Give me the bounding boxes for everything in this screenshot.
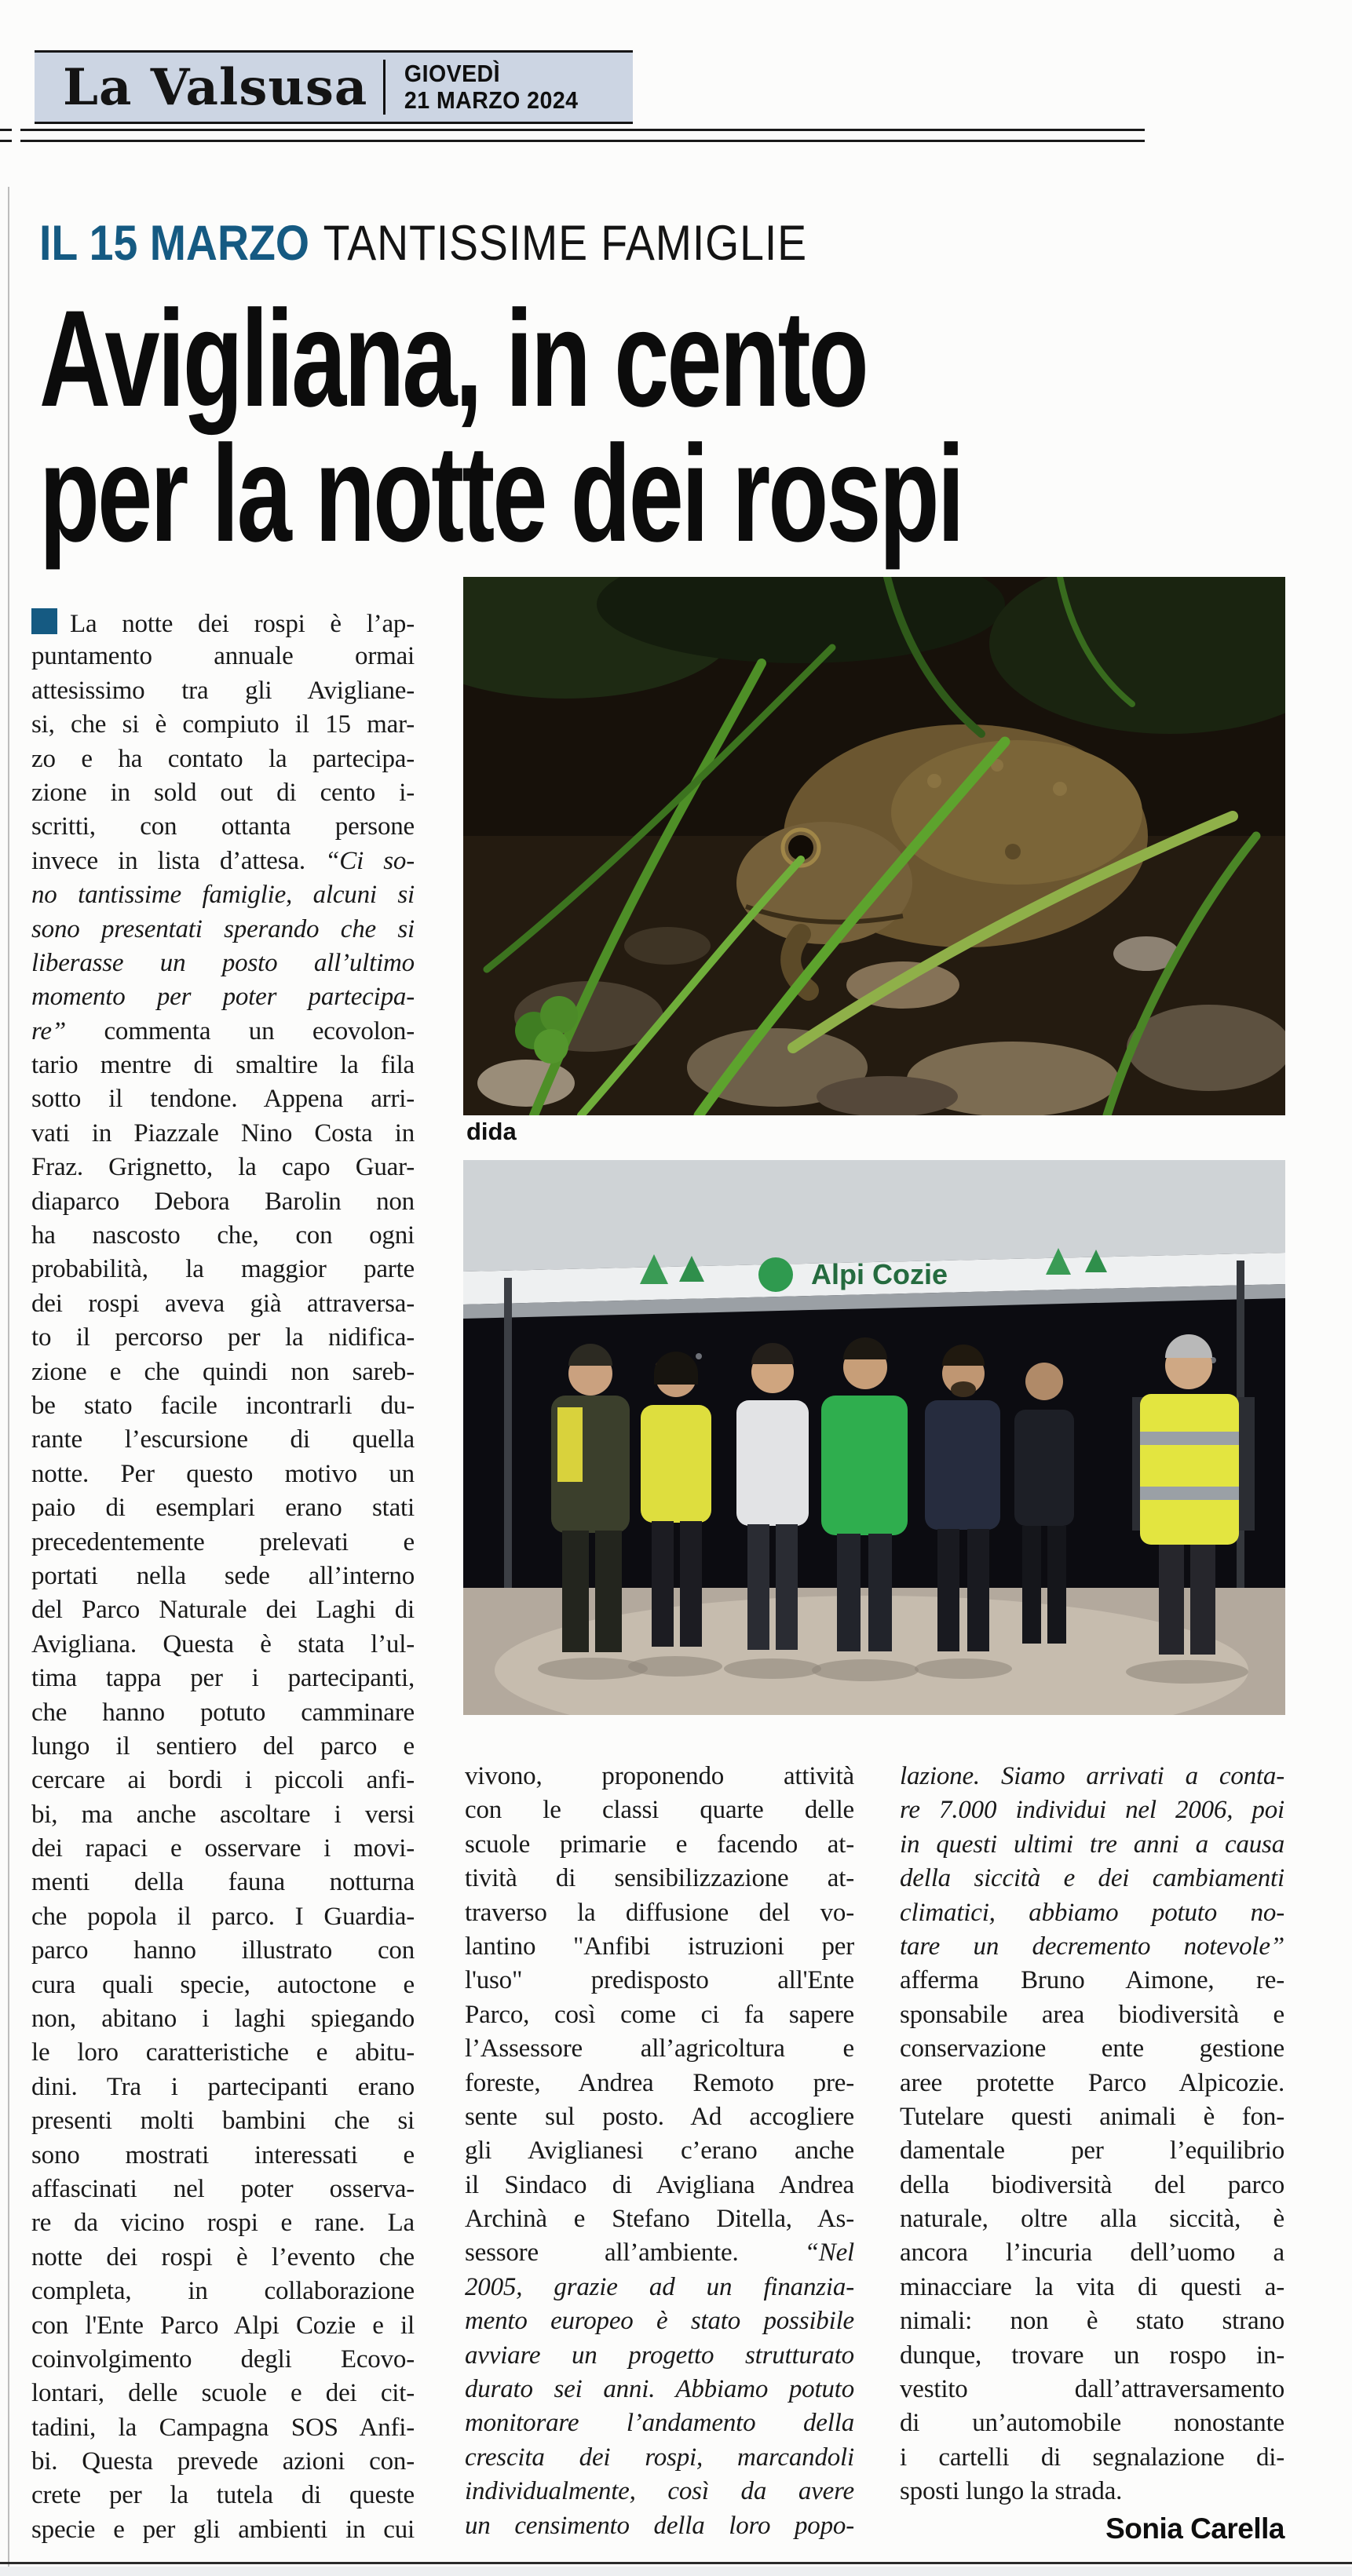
article-text-line: traverso la diffusione del vo-: [465, 1898, 854, 1927]
article-text-line: ancora l’incuria dell’uomo a: [900, 2238, 1284, 2268]
article-text-line: della biodiversità del parco: [900, 2170, 1284, 2199]
article-text-line: invece in lista d’attesa. “Ci so-: [31, 846, 415, 875]
article-text-line: il Sindaco di Avigliana Andrea: [465, 2170, 854, 2199]
article-text-line: 2005, grazie ad un finanzia-: [465, 2272, 854, 2301]
article-text-line: della siccità e dei cambiamenti: [900, 1864, 1284, 1893]
headline-line-2: per la notte dei rospi: [39, 418, 963, 571]
article-text-line: vestito dall’attraversamento: [900, 2375, 1284, 2404]
article-text-line: rante l’escursione di quella: [31, 1425, 415, 1454]
article-text-line: re” commenta un ecovolon-: [31, 1016, 415, 1045]
article-text-line: attesissimo tra gli Avigliane-: [31, 676, 415, 705]
article-text-line: del Parco Naturale dei Laghi di: [31, 1596, 415, 1625]
article-text-line: lantino "Anfibi istruzioni per: [465, 1932, 854, 1961]
article-text-line: specie e per gli ambienti in cui: [31, 2515, 415, 2544]
article-text-line: monitorare l’andamento della: [465, 2409, 854, 2438]
article-text-line: ha nascosto che, con ogni: [31, 1221, 415, 1250]
article-text-line: lazione. Siamo arrivati a conta-: [900, 1762, 1284, 1790]
article-text-line: non, abitano i laghi spiegando: [31, 2005, 415, 2034]
article-text-line: afferma Bruno Aimone, re-: [900, 1966, 1284, 1995]
article-text-line: no tantissime famiglie, alcuni si: [31, 881, 415, 910]
article-text-line: tare un decremento notevole”: [900, 1932, 1284, 1961]
article-text-line: crete per la tutela di queste: [31, 2481, 415, 2510]
article-text-line: Archinà e Stefano Ditella, As-: [465, 2205, 854, 2234]
article-text-line: dini. Tra i partecipanti erano: [31, 2072, 415, 2101]
article-text-line: conservazione ente gestione: [900, 2034, 1284, 2063]
article-text-line: Tutelare questi animali è fon-: [900, 2102, 1284, 2131]
article-text-line: tario mentre di smaltire la fila: [31, 1051, 415, 1080]
article-text-line: notte dei rospi è l’evento che: [31, 2242, 415, 2271]
article-text-line: sessore all’ambiente. “Nel: [465, 2238, 854, 2268]
byline: Sonia Carella: [1105, 2512, 1284, 2545]
kicker: [39, 217, 807, 270]
headline-line-1: Avigliana, in cento: [39, 283, 867, 436]
article-text-line: Parco, così come ci fa sapere: [465, 2000, 854, 2029]
article-text-line: momento per poter partecipa-: [31, 983, 415, 1012]
article-text-line: sotto il tendone. Appena arri-: [31, 1085, 415, 1114]
article-text-line: probabilità, la maggior parte: [31, 1255, 415, 1284]
article-text-line: con l'Ente Parco Alpi Cozie e il: [31, 2311, 415, 2340]
article-text-line: i cartelli di segnalazione di-: [900, 2443, 1284, 2472]
article-text-line: individualmente, così da avere: [465, 2477, 854, 2506]
issue-date: [386, 60, 578, 114]
article-text-line: re 7.000 individui nel 2006, poi: [900, 1796, 1284, 1825]
photo-caption: dida: [466, 1118, 517, 1145]
group-volunteers-photo: [463, 1160, 1285, 1715]
article-text-line: completa, in collaborazione: [31, 2277, 415, 2306]
article-text-line: l’Assessore all’agricoltura e: [465, 2034, 854, 2063]
article-text-line: lungo il sentiero del parco e: [31, 1731, 415, 1761]
article-bottom-rule: [0, 2562, 1352, 2564]
article-text-line: con le classi quarte delle: [465, 1796, 854, 1825]
article-text-line: si, che si è compiuto il 15 mar-: [31, 710, 415, 739]
article-text-line: le loro caratteristiche e abitu-: [31, 2038, 415, 2067]
article-text-line: liberasse un posto all’ultimo: [31, 948, 415, 977]
article-text-line: cercare ai bordi i piccoli anfi-: [31, 1766, 415, 1795]
article-text-line: vati in Piazzale Nino Costa in: [31, 1118, 415, 1148]
paragraph-lead-square: [31, 608, 57, 634]
masthead: [35, 50, 633, 124]
article-text-line: puntamento annuale ormai: [31, 642, 415, 671]
article-text-line: avviare un progetto strutturato: [465, 2341, 854, 2370]
article-text-line: tività di sensibilizzazione at-: [465, 1864, 854, 1893]
article-text-line: tima tappa per i partecipanti,: [31, 1664, 415, 1693]
article-text-line: lontari, delle scuole e dei cit-: [31, 2379, 415, 2408]
article-text-line: parco hanno illustrato con: [31, 1936, 415, 1965]
article-text-line: re da vicino rospi e rane. La: [31, 2209, 415, 2238]
article-text-line: scritti, con ottanta persone: [31, 812, 415, 841]
article-text-line: di un’automobile nonostante: [900, 2409, 1284, 2438]
article-text-line: sono mostrati interessati e: [31, 2140, 415, 2169]
header-rule-top: [20, 129, 1145, 131]
article-text-line: tadini, la Campagna SOS Anfi-: [31, 2413, 415, 2442]
article-column-3: [900, 1760, 1284, 2545]
issue-date-weekday: GIOVEDÌ: [404, 60, 501, 87]
issue-date-day: 21 MARZO 2024: [404, 86, 579, 114]
article-text-line: dunque, trovare un rospo in-: [900, 2341, 1284, 2370]
article-text-line: naturale, oltre alla siccità, è: [900, 2205, 1284, 2234]
article-text-line: presenti molti bambini che si: [31, 2107, 415, 2136]
article-text-line: to il percorso per la nidifica-: [31, 1323, 415, 1352]
tent-banner-text: Alpi Cozie: [810, 1258, 948, 1290]
article-text-line: gli Aviglianesi c’erano anche: [465, 2136, 854, 2166]
article-text-line: coinvolgimento degli Ecovo-: [31, 2344, 415, 2373]
article-text-line: menti della fauna notturna: [31, 1868, 415, 1897]
article-text-line: notte. Per questo motivo un: [31, 1459, 415, 1488]
article-text-line: l'uso" predisposto all'Ente: [465, 1966, 854, 1995]
header-rule-dash-top: [0, 129, 12, 131]
article-text-line: sponsabile area biodiversità e: [900, 2000, 1284, 2029]
article-text-line: vivono, proponendo attività: [465, 1762, 854, 1790]
article-text-line: zione e che quindi non sareb-: [31, 1357, 415, 1386]
article-text-line: che hanno potuto camminare: [31, 1698, 415, 1727]
article-text-line: diaparco Debora Barolin non: [31, 1187, 415, 1216]
article-text-line: mento europeo è stato possibile: [465, 2307, 854, 2336]
article-text-line: nimali: non è stato strano: [900, 2307, 1284, 2336]
article-text-line: precedentemente prelevati e: [31, 1527, 415, 1556]
article-text-line: La notte dei rospi è l’ap-: [31, 606, 415, 640]
article-text-line: minacciare la vita di questi a-: [900, 2272, 1284, 2301]
article-text-line: Fraz. Grignetto, la capo Guar-: [31, 1153, 415, 1182]
newspaper-logo: La Valsusa: [63, 57, 368, 117]
article-text-line: dei rapaci e osservare i movi-: [31, 1834, 415, 1863]
kicker-rest: TANTISSIME FAMIGLIE: [323, 216, 807, 271]
article-text-line: scuole primarie e facendo at-: [465, 1830, 854, 1859]
article-text-line: crescita dei rospi, marcandoli: [465, 2443, 854, 2472]
article-text-line: dei rospi aveva già attraversa-: [31, 1289, 415, 1318]
article-text-line: durato sei anni. Abbiamo potuto: [465, 2375, 854, 2404]
article-text-line: paio di esemplari erano stati: [31, 1494, 415, 1523]
article-text-line: sposti lungo la strada.: [900, 2477, 1123, 2506]
headline: [39, 283, 963, 571]
article-column-3-lines: [900, 1760, 1284, 2509]
kicker-highlight: IL 15 MARZO: [39, 216, 309, 271]
article-text-line: Avigliana. Questa è stata l’ul-: [31, 1629, 415, 1658]
article-text-line: sente sul posto. Ad accogliere: [465, 2102, 854, 2131]
page-bottom-edge: [0, 2567, 1352, 2576]
toad-night-photo: [463, 577, 1285, 1115]
article-text-line: che popola il parco. I Guardia-: [31, 1902, 415, 1931]
article-text-line: un censimento della loro popo-: [465, 2511, 854, 2540]
article-text-line: in questi ultimi tre anni a causa: [900, 1830, 1284, 1859]
article-text-line: zione in sold out di cento i-: [31, 778, 415, 807]
article-column-2: [465, 1760, 854, 2543]
article-text-line: sono presentati sperando che si: [31, 914, 415, 943]
header-rule-bottom: [20, 140, 1145, 142]
article-text-line: damentale per l’equilibrio: [900, 2136, 1284, 2166]
article-text-line: aree protette Parco Alpicozie.: [900, 2068, 1284, 2097]
article-text-line: climatici, abbiamo potuto no-: [900, 1898, 1284, 1927]
article-text-line: be stato facile incontrarli du-: [31, 1391, 415, 1420]
article-text-line: affascinati nel poter osserva-: [31, 2174, 415, 2203]
header-rule-dash-bottom: [0, 140, 12, 142]
article-text-line: zo e ha contato la partecipa-: [31, 744, 415, 773]
article-text-line: foreste, Andrea Remoto pre-: [465, 2068, 854, 2097]
article-text-line: bi, ma anche ascoltare i versi: [31, 1800, 415, 1829]
article-text-line: cura quali specie, autoctone e: [31, 1970, 415, 1999]
page-left-edge-rule: [8, 187, 9, 2576]
article-text-line: portati nella sede all’interno: [31, 1561, 415, 1590]
article-text-line: bi. Questa prevede azioni con-: [31, 2447, 415, 2476]
article-column-1: [31, 606, 415, 2547]
